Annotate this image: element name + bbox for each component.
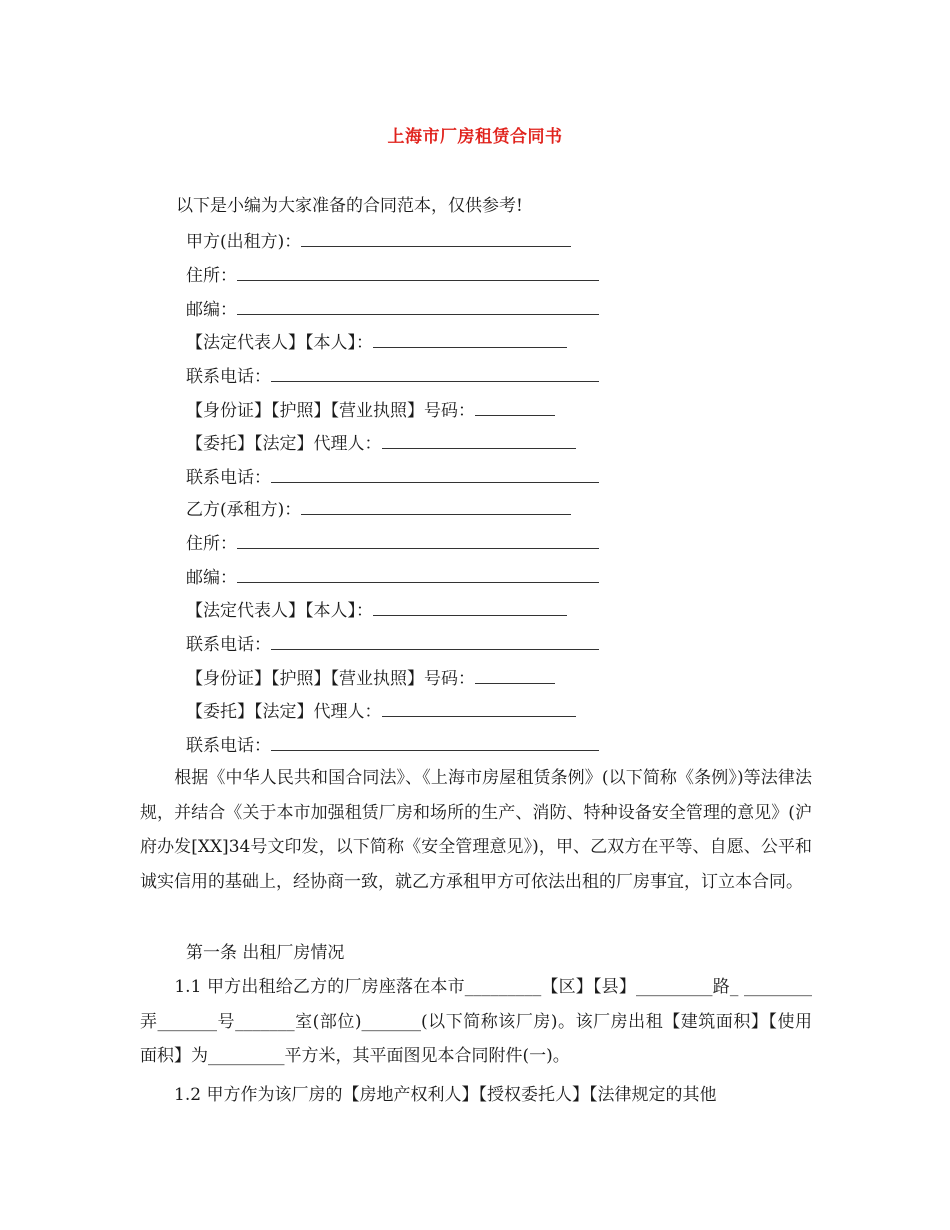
party-a-agent-label: 【委托】【法定】代理人： [186, 434, 382, 454]
party-b-phone-line [186, 634, 599, 655]
clause-1-1: 1.1 甲方出租给乙方的厂房座落在本市_________【区】【县】_________路_ ________弄_______号_______室(部位)_______(以下简称该厂房)。该厂房出租【建筑面积】【使用面积】为_________平方米，其平面图见本合同附件(一)。 [140, 977, 812, 1066]
party-a-postcode-blank[interactable] [237, 299, 599, 315]
party-a-agent-phone-label: 联系电话： [186, 468, 271, 488]
party-a-blank[interactable] [301, 231, 571, 247]
party-b-agent-line [186, 701, 576, 722]
party-b-rep-blank[interactable] [373, 600, 567, 616]
intro-text: 以下是小编为大家准备的合同范本，仅供参考! [176, 196, 523, 216]
party-b-agent-blank[interactable] [382, 701, 576, 717]
party-a-address-line [186, 265, 599, 286]
party-b-address-blank[interactable] [237, 533, 599, 549]
party-b-blank[interactable] [301, 499, 571, 515]
party-b-label: 乙方(承租方)： [186, 500, 302, 520]
party-a-agent-line [186, 433, 576, 454]
party-b-id-label: 【身份证】【护照】【营业执照】号码： [186, 669, 475, 689]
party-b-id-line [186, 668, 555, 689]
party-b-address-line [186, 533, 599, 554]
party-a-phone-blank[interactable] [271, 366, 599, 382]
party-a-agent-phone-blank[interactable] [271, 467, 599, 483]
party-a-id-blank[interactable] [475, 400, 555, 416]
party-a-postcode-line [186, 299, 599, 320]
party-a-postcode-label: 邮编： [186, 300, 237, 320]
party-b-line [186, 499, 571, 520]
party-a-rep-label: 【法定代表人】【本人】： [186, 333, 373, 353]
party-b-agent-phone-blank[interactable] [271, 735, 599, 751]
party-b-phone-blank[interactable] [271, 634, 599, 650]
party-b-agent-phone-line [186, 735, 599, 756]
party-b-address-label: 住所： [186, 534, 237, 554]
party-a-id-line [186, 400, 555, 421]
document-title: 上海市厂房租赁合同书 [387, 127, 563, 147]
party-a-phone-line [186, 366, 599, 387]
party-b-postcode-line [186, 567, 599, 588]
party-a-label: 甲方(出租方)： [186, 232, 302, 252]
party-a-address-blank[interactable] [237, 265, 599, 281]
party-b-postcode-blank[interactable] [237, 567, 599, 583]
party-b-phone-label: 联系电话： [186, 635, 271, 655]
party-a-line [186, 231, 571, 252]
clause-1-2: 1.2 甲方作为该厂房的【房地产权利人】【授权委托人】【法律规定的其他 [140, 1085, 717, 1105]
article-1-title: 第一条 出租厂房情况 [186, 943, 345, 963]
party-b-postcode-label: 邮编： [186, 568, 237, 588]
party-b-rep-label: 【法定代表人】【本人】： [186, 601, 373, 621]
party-b-agent-phone-label: 联系电话： [186, 736, 271, 756]
party-b-rep-line [186, 600, 567, 621]
party-a-agent-phone-line [186, 467, 599, 488]
party-a-address-label: 住所： [186, 266, 237, 286]
party-a-phone-label: 联系电话： [186, 367, 271, 387]
party-a-agent-blank[interactable] [382, 433, 576, 449]
party-a-rep-line [186, 332, 567, 353]
party-a-id-label: 【身份证】【护照】【营业执照】号码： [186, 401, 475, 421]
party-a-rep-blank[interactable] [373, 332, 567, 348]
preamble-paragraph: 根据《中华人民共和国合同法》、《上海市房屋租赁条例》(以下简称《条例》)等法律法规，并结合《关于本市加强租赁厂房和场所的生产、消防、特种设备安全管理的意见》(沪府办发[XX]34号文印发，以下简称《安全管理意见》)，甲、乙双方在平等、自愿、公平和诚实信用的基础上，经协商一致，就乙方承租甲方可依法出租的厂房事宜，订立本合同。 [140, 768, 812, 892]
party-b-agent-label: 【委托】【法定】代理人： [186, 702, 382, 722]
party-b-id-blank[interactable] [475, 668, 555, 684]
